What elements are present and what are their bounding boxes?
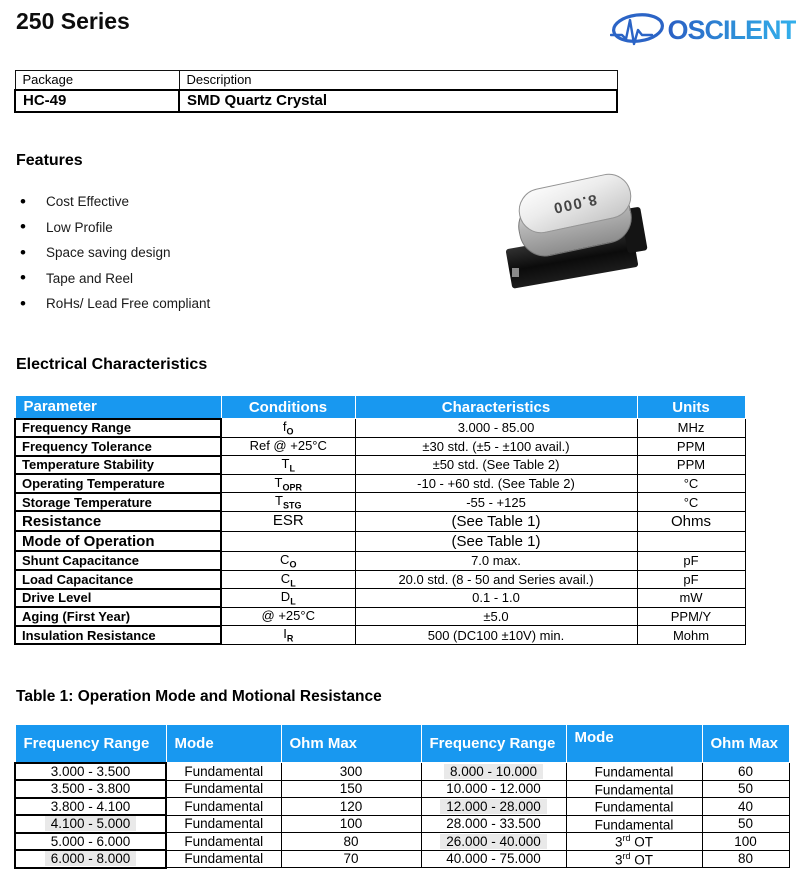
parameter-header: Parameter [15,396,221,419]
characteristics-cell: 20.0 std. (8 - 50 and Series avail.) [355,570,637,589]
features-heading: Features [16,152,83,169]
parameter-cell: Frequency Tolerance [15,437,221,456]
units-header: Units [637,396,745,419]
units-cell: MHz [637,419,745,438]
ohm-max-cell: 100 [281,815,421,833]
freq-range-cell: 4.100 - 5.000 [15,815,166,833]
feature-item [20,215,210,241]
ec-row [15,493,745,512]
mode-header: Mode [166,725,281,763]
feature-item [20,266,210,292]
units-cell: PPM/Y [637,607,745,626]
oscilent-logo [610,8,796,52]
conditions-cell: $C_L$ [221,570,355,589]
freq-range-cell: 26.000 - 40.000 [421,833,566,851]
ec-row [15,551,745,570]
table1-row [15,833,789,851]
ohm-max-cell: 120 [281,798,421,816]
conditions-header: Conditions [221,396,355,419]
ec-row [15,511,745,531]
mode-cell: Fundamental [166,780,281,798]
ec-row [15,607,745,626]
ohm-max-cell: 40 [702,798,789,816]
characteristics-cell: 0.1 - 1.0 [355,589,637,608]
table1-row [15,780,789,798]
freq-range-cell: 5.000 - 6.000 [15,833,166,851]
feature-item [20,189,210,215]
table1-row [15,763,789,781]
table1-row [15,798,789,816]
conditions-cell: @ +25°C [221,607,355,626]
mode-cell: Fundamental [566,763,702,781]
table1-header-row [15,725,789,763]
oscilloscope-wave-icon [610,8,666,52]
ec-row [15,589,745,608]
ec-row [15,570,745,589]
characteristics-cell: ±50 std. (See Table 2) [355,456,637,475]
freq-range-cell: 10.000 - 12.000 [421,780,566,798]
units-cell: pF [637,570,745,589]
package-table-header [15,71,617,90]
table1-row [15,850,789,868]
conditions-cell: $T_{STG}$ [221,493,355,512]
ohm-max-cell: 100 [702,833,789,851]
parameter-cell: Temperature Stability [15,456,221,475]
conditions-cell: $I_R$ [221,626,355,645]
freq-range-cell: 8.000 - 10.000 [421,763,566,781]
units-cell: PPM [637,437,745,456]
parameter-cell: Operating Temperature [15,474,221,493]
frequency-range-header: Frequency Range [15,725,166,763]
ohm-max-cell: 70 [281,850,421,868]
conditions-cell: $C_O$ [221,551,355,570]
mode-header: Mode [566,725,702,763]
conditions-cell: ESR [221,511,355,531]
characteristics-header: Characteristics [355,396,637,419]
features-list [20,189,210,317]
ec-row [15,626,745,645]
table1-heading: Table 1: Operation Mode and Motional Resistance [16,688,382,705]
ec-row [15,437,745,456]
conditions-cell: $f_O$ [221,419,355,438]
page-title: 250 Series [16,8,130,34]
units-cell: Mohm [637,626,745,645]
parameter-cell: Load Capacitance [15,570,221,589]
description-value: SMD Quartz Crystal [179,90,617,112]
feature-item [20,291,210,317]
feature-label: • Cost Effective [45,194,129,210]
feature-label: • Tape and Reel [45,270,134,286]
characteristics-cell: 7.0 max. [355,551,637,570]
parameter-cell: Shunt Capacitance [15,551,221,570]
crystal-marking: 8.000 [551,190,599,217]
characteristics-cell: -55 - +125 [355,493,637,512]
mode-cell: Fundamental [166,763,281,781]
ohm-max-cell: 60 [702,763,789,781]
crystal-lead [512,268,519,277]
ohm-max-cell: 150 [281,780,421,798]
conditions-cell: $T_{OPR}$ [221,474,355,493]
electrical-characteristics-heading: Electrical Characteristics [16,356,208,373]
parameter-cell: Insulation Resistance [15,626,221,645]
units-cell: pF [637,551,745,570]
table1-row [15,815,789,833]
logo-wordmark: OSCILENT [667,14,796,45]
units-cell [637,531,745,551]
units-cell: °C [637,474,745,493]
units-cell: mW [637,589,745,608]
ec-row [15,531,745,551]
mode-cell: 3rd OT [566,850,702,868]
ohm-max-cell: 50 [702,780,789,798]
feature-label: • RoHs/ Lead Free compliant [45,296,211,312]
characteristics-cell: -10 - +60 std. (See Table 2) [355,474,637,493]
description-header-cell: Description [179,71,617,90]
characteristics-cell: ±30 std. (±5 - ±100 avail.) [355,437,637,456]
feature-item [20,240,210,266]
characteristics-cell: 500 (DC100 ±10V) min. [355,626,637,645]
freq-range-cell: 3.500 - 3.800 [15,780,166,798]
units-cell: °C [637,493,745,512]
package-header-cell: Package [15,71,179,90]
parameter-cell: Storage Temperature [15,493,221,512]
ohm-max-header: Ohm Max [702,725,789,763]
units-cell: Ohms [637,511,745,531]
ohm-max-cell: 80 [702,850,789,868]
mode-cell: Fundamental [566,815,702,833]
mode-cell: Fundamental [166,815,281,833]
ohm-max-header: Ohm Max [281,725,421,763]
mode-cell: Fundamental [566,798,702,816]
ohm-max-cell: 50 [702,815,789,833]
feature-label: • Low Profile [45,219,113,235]
freq-range-cell: 12.000 - 28.000 [421,798,566,816]
ec-row [15,456,745,475]
frequency-range-header: Frequency Range [421,725,566,763]
package-value: HC-49 [15,90,179,112]
mode-cell: Fundamental [166,850,281,868]
mode-cell: Fundamental [166,833,281,851]
mode-cell: Fundamental [566,780,702,798]
parameter-cell: Frequency Range [15,419,221,438]
ohm-max-cell: 300 [281,763,421,781]
parameter-cell: Resistance [15,511,221,531]
electrical-characteristics-table [14,395,746,645]
operation-mode-table [14,724,790,869]
parameter-cell: Drive Level [15,589,221,608]
ec-row [15,474,745,493]
freq-range-cell: 3.000 - 3.500 [15,763,166,781]
characteristics-cell: (See Table 1) [355,531,637,551]
mode-cell: Fundamental [166,798,281,816]
conditions-cell: $T_L$ [221,456,355,475]
conditions-cell: $D_L$ [221,589,355,608]
freq-range-cell: 40.000 - 75.000 [421,850,566,868]
package-table-row [15,90,617,112]
ec-row [15,419,745,438]
conditions-cell: Ref @ +25°C [221,437,355,456]
freq-range-cell: 3.800 - 4.100 [15,798,166,816]
feature-label: • Space saving design [45,245,171,261]
parameter-cell: Mode of Operation [15,531,221,551]
units-cell: PPM [637,456,745,475]
freq-range-cell: 28.000 - 33.500 [421,815,566,833]
characteristics-cell: (See Table 1) [355,511,637,531]
ohm-max-cell: 80 [281,833,421,851]
product-photo [502,166,657,286]
conditions-cell [221,531,355,551]
ec-header-row [15,396,745,419]
characteristics-cell: ±5.0 [355,607,637,626]
mode-cell: 3rd OT [566,833,702,851]
characteristics-cell: 3.000 - 85.00 [355,419,637,438]
parameter-cell: Aging (First Year) [15,607,221,626]
package-table [14,70,618,113]
freq-range-cell: 6.000 - 8.000 [15,850,166,868]
